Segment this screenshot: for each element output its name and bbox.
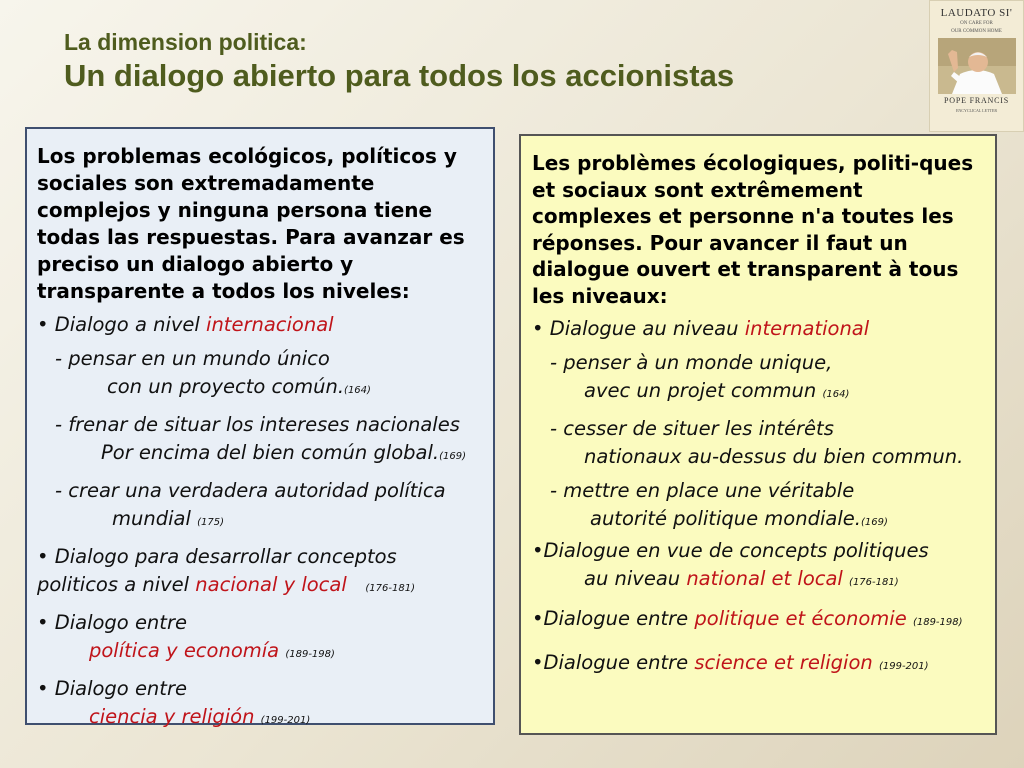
french-sub-1-line-1: - penser à un monde unique,	[550, 351, 833, 374]
sub-text: autorité politique mondiale.	[590, 507, 861, 530]
french-bullet-international	[532, 315, 987, 343]
title-block	[64, 28, 734, 96]
sub-text: avec un projet commun	[584, 379, 823, 402]
reference: (164)	[344, 385, 371, 396]
book-subtitle-3: ENCYCLICAL LETTER	[955, 108, 998, 113]
reference: (176-181)	[849, 577, 899, 588]
book-subtitle-1: ON CARE FOR	[960, 21, 993, 26]
spanish-sub-3-line-1: - crear una verdadera autoridad política	[55, 479, 446, 502]
french-sub-2-line-2: nationaux au-dessus du bien commun.	[584, 445, 964, 468]
spanish-bullet-concepts-line-2	[37, 571, 485, 603]
bullet-text: politicos a nivel	[37, 573, 196, 596]
french-bullet-economy	[532, 605, 987, 637]
spanish-intro: Los problemas ecológicos, políticos y sociales son extremadamente complejos y ninguna persona tiene todas las respuestas. Para avanzar es preciso un dialogo abierto y transparente a todos los niveles:	[37, 144, 465, 303]
bullet-text: • Dialogo a nivel	[37, 313, 207, 336]
spanish-bullet-economy-line-1: • Dialogo entre	[37, 611, 187, 634]
spanish-sub-2-line-1: - frenar de situar los intereses nacionales	[55, 413, 460, 436]
french-bullet-science	[532, 649, 987, 681]
reference: (189-198)	[912, 617, 963, 628]
highlight-text: ciencia y religión	[89, 705, 255, 728]
spanish-text-box	[25, 127, 495, 728]
spanish-bullet-science-line-1: • Dialogo entre	[37, 677, 187, 700]
slide-title: Un dialogo abierto para todos los accionistas	[64, 58, 735, 93]
book-subtitle-2: OUR COMMON HOME	[951, 29, 1002, 34]
reference: (164)	[822, 389, 850, 400]
book-cover-image	[929, 0, 1024, 132]
slide-subtitle: La dimension politica:	[64, 29, 307, 55]
highlight-text: international	[744, 317, 870, 340]
sub-text: Por encima del bien común global.	[101, 441, 440, 464]
book-author: POPE FRANCIS	[944, 96, 1009, 105]
french-bullet-concepts-line-2	[532, 565, 987, 597]
highlight-text: politique et économie	[694, 607, 907, 630]
reference: (199-201)	[260, 715, 311, 726]
book-title: LAUDATO SI'	[940, 7, 1013, 19]
spanish-sub-2-line-2	[37, 439, 485, 471]
sub-text: con un proyecto común.	[107, 375, 345, 398]
spanish-sub-1-line-1: - pensar en un mundo único	[55, 347, 330, 370]
french-bullet-concepts-line-1: •Dialogue en vue de concepts politiques	[532, 539, 929, 562]
french-text-box	[519, 134, 997, 735]
reference: (176-181)	[365, 583, 415, 594]
highlight-text: science et religion	[694, 651, 873, 674]
highlight-text: internacional	[206, 313, 334, 336]
sub-text: mundial	[112, 507, 198, 530]
pope-portrait-icon	[938, 38, 1016, 94]
french-sub-3-line-2	[532, 505, 987, 537]
spanish-sub-1-line-2	[37, 373, 485, 405]
spanish-sub-3-line-2	[37, 505, 485, 537]
bullet-text: •Dialogue entre	[532, 607, 695, 630]
reference: (169)	[860, 517, 888, 528]
spanish-bullet-international	[37, 311, 485, 339]
french-intro: Les problèmes écologiques, politi-ques et sociaux sont extrêmement complexes et personne n'a toutes les réponses. Pour avancer il faut un dialogue ouvert et transparent à tous les niveaux:	[532, 151, 974, 308]
spanish-bullet-economy-line-2	[37, 637, 485, 669]
french-sub-2-line-1: - cesser de situer les intérêts	[550, 417, 834, 440]
french-sub-1-line-2	[532, 377, 987, 409]
bullet-text: au niveau	[584, 567, 687, 590]
reference: (199-201)	[878, 661, 929, 672]
highlight-text: national et local	[686, 567, 843, 590]
bullet-text: • Dialogue au niveau	[532, 317, 745, 340]
spanish-bullet-concepts-line-1: • Dialogo para desarrollar conceptos	[37, 545, 397, 568]
highlight-text: nacional y local	[195, 573, 347, 596]
highlight-text: política y economía	[89, 639, 280, 662]
reference: (169)	[439, 451, 467, 462]
spanish-bullet-science-line-2	[37, 703, 485, 735]
reference: (189-198)	[285, 649, 335, 660]
bullet-text: •Dialogue entre	[532, 651, 695, 674]
reference: (175)	[197, 517, 224, 528]
french-sub-3-line-1: - mettre en place une véritable	[550, 479, 855, 502]
